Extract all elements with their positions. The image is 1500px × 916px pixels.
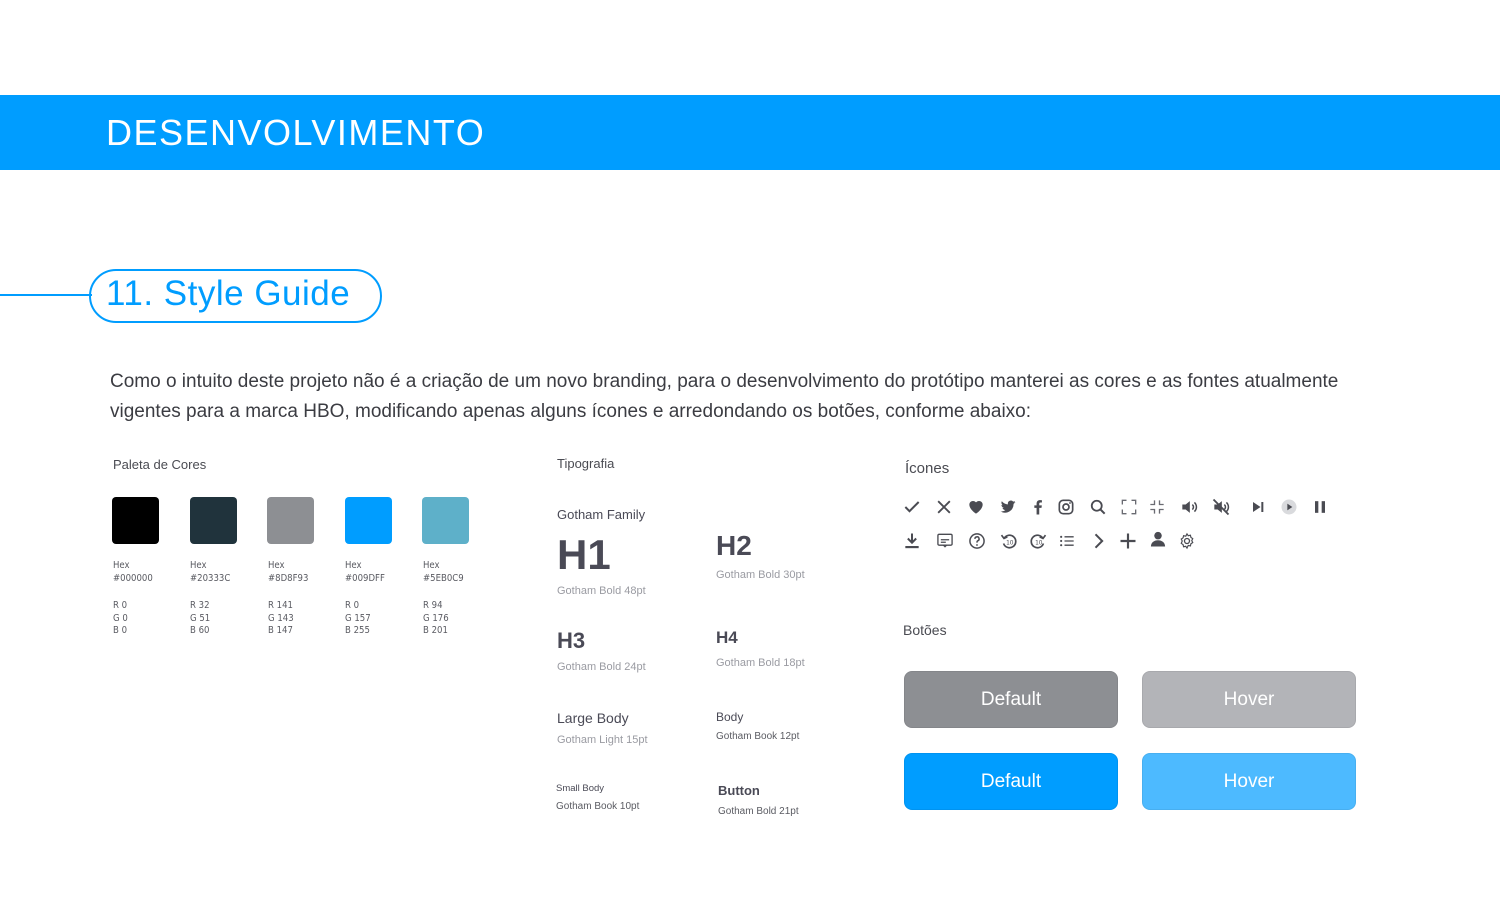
large-body-desc: Gotham Light 15pt (557, 734, 648, 746)
swatch-info (190, 560, 266, 638)
banner-title: DESENVOLVIMENTO (106, 112, 486, 153)
facebook-icon (1027, 496, 1049, 518)
hex-label: Hex (345, 560, 362, 571)
hex-label: Hex (423, 560, 440, 571)
hex-label: Hex (113, 560, 130, 571)
download-icon (901, 530, 923, 552)
h2-desc: Gotham Bold 30pt (716, 569, 805, 581)
default-blue-button[interactable]: Default (904, 753, 1118, 810)
default-gray-button[interactable]: Default (904, 671, 1118, 728)
button-font-sample: Button (718, 783, 760, 798)
heart-icon (965, 496, 987, 518)
hover-gray-button[interactable]: Hover (1142, 671, 1356, 728)
rgb-b: B 201 (423, 625, 448, 636)
hex-value: #8D8F93 (268, 572, 309, 584)
h3-sample: H3 (557, 628, 586, 653)
rgb-r: R 0 (345, 600, 360, 611)
plus-icon (1117, 530, 1139, 552)
h4-sample: H4 (716, 628, 738, 647)
button-font-desc: Gotham Bold 21pt (718, 806, 799, 817)
close-icon (933, 496, 955, 518)
swatch-black (112, 497, 159, 544)
rgb-b: B 60 (190, 625, 210, 636)
user-icon (1147, 528, 1169, 550)
check-icon (901, 496, 923, 518)
rgb-b: B 0 (113, 625, 128, 636)
swatch-info (423, 560, 499, 638)
rewind-10-icon (998, 530, 1020, 552)
help-icon (966, 530, 988, 552)
hex-label: Hex (190, 560, 207, 571)
large-body-sample: Large Body (557, 710, 629, 726)
subtitles-icon (934, 530, 956, 552)
forward-10-icon (1027, 530, 1049, 552)
swatch-blue (345, 497, 392, 544)
chevron-right-icon (1087, 530, 1109, 552)
twitter-icon (997, 496, 1019, 518)
mute-icon (1210, 496, 1232, 518)
list-icon (1056, 530, 1078, 552)
fullscreen-icon (1118, 496, 1140, 518)
rgb-b: B 255 (345, 625, 370, 636)
exit-fullscreen-icon (1146, 496, 1168, 518)
font-family-label: Gotham Family (557, 507, 646, 522)
rgb-b: B 147 (268, 625, 293, 636)
swatch-info (268, 560, 344, 638)
body-sample: Body (716, 710, 744, 724)
svg-text:10: 10 (1006, 540, 1014, 547)
rgb-g: G 0 (113, 612, 128, 624)
section-connector-line (0, 294, 92, 296)
rgb-r: R 94 (423, 600, 443, 611)
swatch-info (113, 560, 189, 638)
small-body-desc: Gotham Book 10pt (556, 801, 640, 812)
hex-value: #009DFF (345, 572, 385, 584)
rgb-g: G 143 (268, 612, 294, 624)
small-body-sample: Small Body (556, 783, 605, 794)
swatch-info (345, 560, 421, 638)
hex-value: #000000 (113, 572, 153, 584)
rgb-g: G 157 (345, 612, 371, 624)
rgb-g: G 51 (190, 612, 211, 624)
buttons-heading: Botões (903, 622, 947, 638)
rgb-g: G 176 (423, 612, 449, 624)
section-title: 11. Style Guide (106, 274, 351, 313)
volume-icon (1178, 496, 1200, 518)
search-icon (1087, 496, 1109, 518)
skip-next-icon (1247, 496, 1269, 518)
h3-desc: Gotham Bold 24pt (557, 661, 646, 673)
icons-heading: Ícones (905, 460, 950, 477)
palette-heading: Paleta de Cores (113, 457, 207, 472)
rgb-r: R 0 (113, 600, 128, 611)
intro-paragraph: Como o intuito deste projeto não é a criação de um novo branding, para o desenvolvimento do protótipo manterei as cores e as fontes atualmente vigentes para a marca HBO, modificando apenas alguns ícones e arredondando os botões, conforme abaixo: (110, 371, 1339, 422)
swatch-teal (422, 497, 469, 544)
h2-sample: H2 (716, 530, 752, 561)
hex-value: #5EB0C9 (423, 572, 464, 584)
rgb-r: R 32 (190, 600, 210, 611)
swatch-dark-navy (190, 497, 237, 544)
rgb-r: R 141 (268, 600, 293, 611)
body-desc: Gotham Book 12pt (716, 731, 800, 742)
pause-icon (1309, 496, 1331, 518)
hex-value: #20333C (190, 572, 231, 584)
instagram-icon (1055, 496, 1077, 518)
hover-blue-button[interactable]: Hover (1142, 753, 1356, 810)
typography-heading: Tipografia (557, 456, 615, 471)
h1-sample: H1 (557, 531, 611, 578)
h1-desc: Gotham Bold 48pt (557, 585, 646, 597)
settings-icon (1176, 530, 1198, 552)
h4-desc: Gotham Bold 18pt (716, 657, 805, 669)
svg-text:10: 10 (1035, 540, 1043, 547)
swatch-gray (267, 497, 314, 544)
hex-label: Hex (268, 560, 285, 571)
play-circle-icon (1278, 496, 1300, 518)
